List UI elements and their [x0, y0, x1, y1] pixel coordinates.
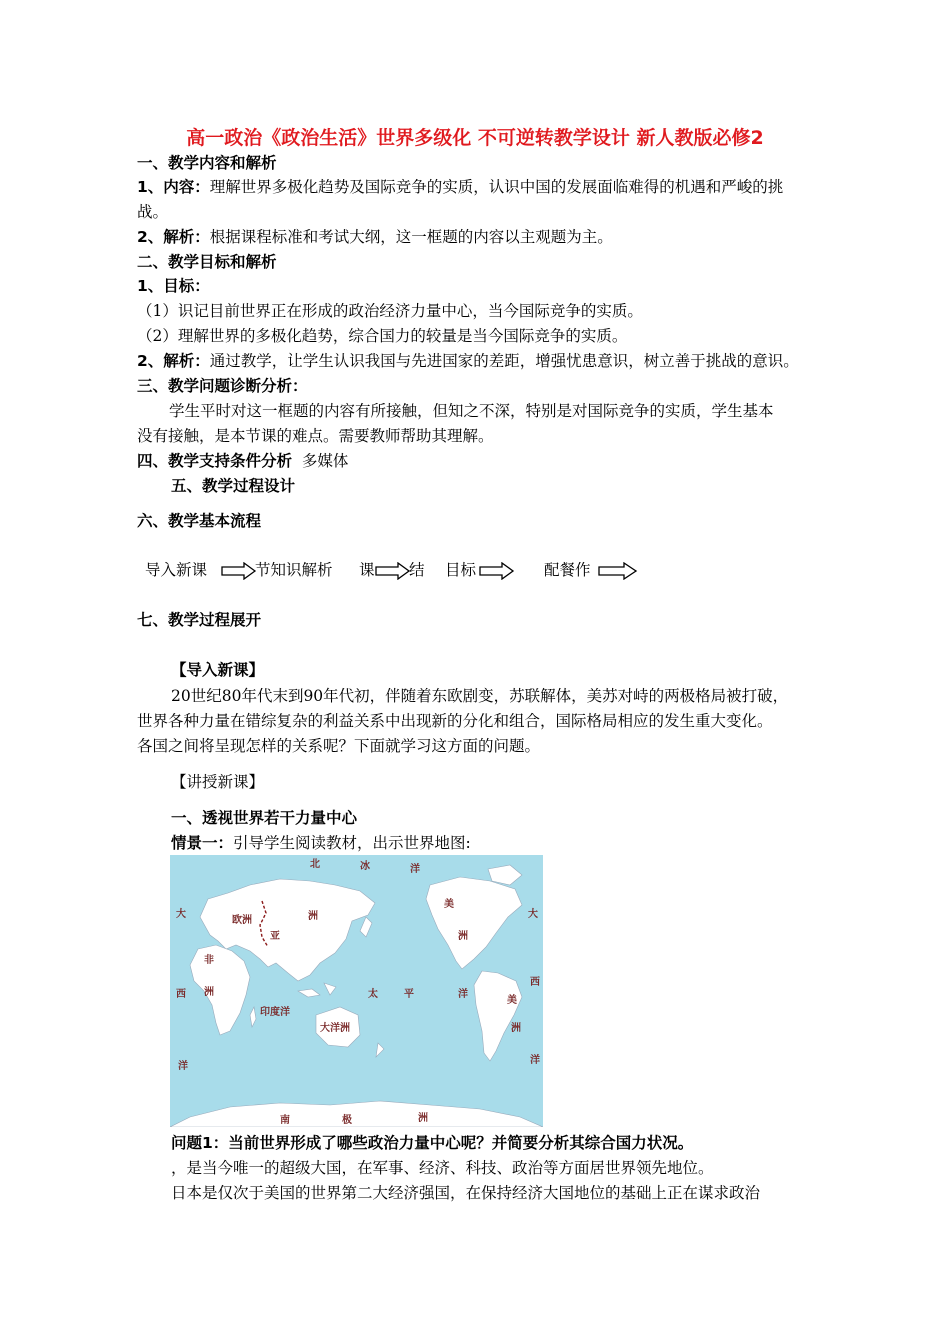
intro-paragraph-1: 20世纪80年代末到90年代初，伴随着东欧剧变，苏联解体，美苏对峙的两极格局被打破， [171, 687, 789, 705]
s2-analysis-line [137, 351, 799, 371]
map-label-antarctica-1: 南 [280, 1115, 290, 1126]
map-label-indian: 印度洋 [260, 1007, 290, 1018]
map-label-namerica-1: 美 [444, 899, 454, 910]
document-title: 高一政治《政治生活》世界多级化 不可逆转教学设计 新人教版必修2 [186, 127, 764, 149]
flow-step-5: 配餐作 [544, 561, 591, 579]
map-label-pacific-2: 平 [404, 989, 414, 1000]
map-label-oceania: 大洋洲 [320, 1023, 350, 1034]
s2-analysis-text: 通过教学，让学生认识我国与先进国家的差距，增强忧患意识，树立善于挑战的意识。 [209, 352, 799, 370]
map-label-africa-1: 非 [204, 955, 214, 966]
map-label-africa-2: 洲 [204, 987, 214, 998]
section-7-heading: 七、教学过程展开 [137, 611, 262, 629]
flow-arrow-icon [479, 562, 515, 580]
flow-step-1: 导入新课 [145, 561, 208, 579]
teaching-flowchart [145, 560, 705, 584]
flow-step-2: 节知识解析 [255, 561, 333, 579]
map-label-atlantic-left-2: 西 [176, 989, 186, 1000]
answer-line-1: ，是当今唯一的超级大国，在军事、经济、科技、政治等方面居世界领先地位。 [171, 1159, 714, 1177]
s2-goal-label: 1、目标： [137, 277, 210, 295]
map-label-antarctica-2: 极 [342, 1115, 352, 1126]
question-1: 问题1：当前世界形成了哪些政治力量中心呢？并简要分析其综合国力状况。 [171, 1134, 694, 1152]
s1-analysis-line [137, 227, 613, 247]
s3-text-1: 学生平时对这一框题的内容有所接触，但知之不深，特别是对国际竞争的实质，学生基本 [169, 402, 774, 420]
answer-line-2: 日本是仅次于美国的世界第二大经济强国，在保持经济大国地位的基础上正在谋求政治 [171, 1184, 761, 1202]
s2-goal-2: （2）理解世界的多极化趋势，综合国力的较量是当今国际竞争的实质。 [137, 327, 628, 345]
s3-text-2: 没有接触，是本节课的难点。需要教师帮助其理解。 [137, 427, 494, 445]
s2-analysis-label: 2、解析： [137, 352, 210, 370]
map-label-arctic-1: 北 [310, 859, 320, 870]
map-label-samerica-1: 美 [507, 995, 517, 1006]
map-label-asia-1: 洲 [308, 911, 318, 922]
section-2-heading: 二、教学目标和解析 [137, 253, 277, 271]
map-label-antarctica-3: 洲 [418, 1113, 428, 1124]
map-label-namerica-2: 洲 [458, 931, 468, 942]
intro-paragraph-2: 世界各种力量在错综复杂的利益关系中出现新的分化和组合，国际格局相应的发生重大变化。 [137, 712, 773, 730]
map-label-samerica-2: 洲 [511, 1023, 521, 1034]
section-3-heading: 三、教学问题诊断分析： [137, 377, 308, 395]
map-label-europe: 欧洲 [232, 915, 252, 926]
world-map-image [170, 855, 543, 1127]
map-label-atlantic-left-3: 洋 [178, 1061, 188, 1072]
map-label-atlantic-right-3: 洋 [530, 1055, 540, 1066]
section-4-line [137, 451, 348, 471]
intro-heading: 【导入新课】 [171, 661, 265, 679]
s2-goal-1: （1）识记目前世界正在形成的政治经济力量中心，当今国际竞争的实质。 [137, 302, 643, 320]
section-4-text: 多媒体 [301, 452, 349, 470]
flow-step-4: 目标 [445, 561, 477, 579]
scene-1-text: 引导学生阅读教材，出示世界地图: [233, 834, 471, 852]
s1-analysis-label: 2、解析： [137, 228, 210, 246]
flow-step-3a: 课 [359, 561, 375, 579]
section-1-heading: 一、教学内容和解析 [137, 154, 277, 172]
section-6-heading: 六、教学基本流程 [137, 512, 262, 530]
flow-step-3b: 结 [409, 561, 425, 579]
intro-paragraph-3: 各国之间将呈现怎样的关系呢？下面就学习这方面的问题。 [137, 737, 541, 755]
part-1-heading: 一、透视世界若干力量中心 [171, 809, 358, 827]
scene-1-label: 情景一： [171, 834, 234, 852]
flow-arrow-icon [598, 562, 638, 580]
map-label-atlantic-left-1: 大 [176, 909, 186, 920]
section-5-heading: 五、教学过程设计 [171, 477, 296, 495]
lecture-heading: 【讲授新课】 [171, 773, 265, 791]
section-4-heading: 四、教学支持条件分析 [137, 452, 293, 470]
map-label-pacific-3: 洋 [458, 989, 468, 1000]
flow-arrow-icon [221, 562, 257, 580]
map-label-atlantic-right-2: 西 [530, 977, 540, 988]
s1-content-line [137, 177, 783, 197]
map-label-atlantic-right-1: 大 [528, 909, 538, 920]
flow-arrow-icon [375, 562, 411, 580]
map-label-asia-2: 亚 [270, 931, 280, 942]
s1-analysis-text: 根据课程标准和考试大纲，这一框题的内容以主观题为主。 [209, 228, 613, 246]
s1-content-cont: 战。 [137, 203, 169, 221]
scene-1-line [171, 833, 471, 853]
s1-content-label: 1、内容： [137, 178, 210, 196]
map-label-arctic-3: 洋 [410, 864, 420, 875]
map-label-arctic-2: 冰 [360, 861, 370, 872]
map-label-pacific-1: 太 [368, 989, 378, 1000]
s1-content-text: 理解世界多极化趋势及国际竞争的实质，认识中国的发展面临难得的机遇和严峻的挑 [209, 178, 784, 196]
